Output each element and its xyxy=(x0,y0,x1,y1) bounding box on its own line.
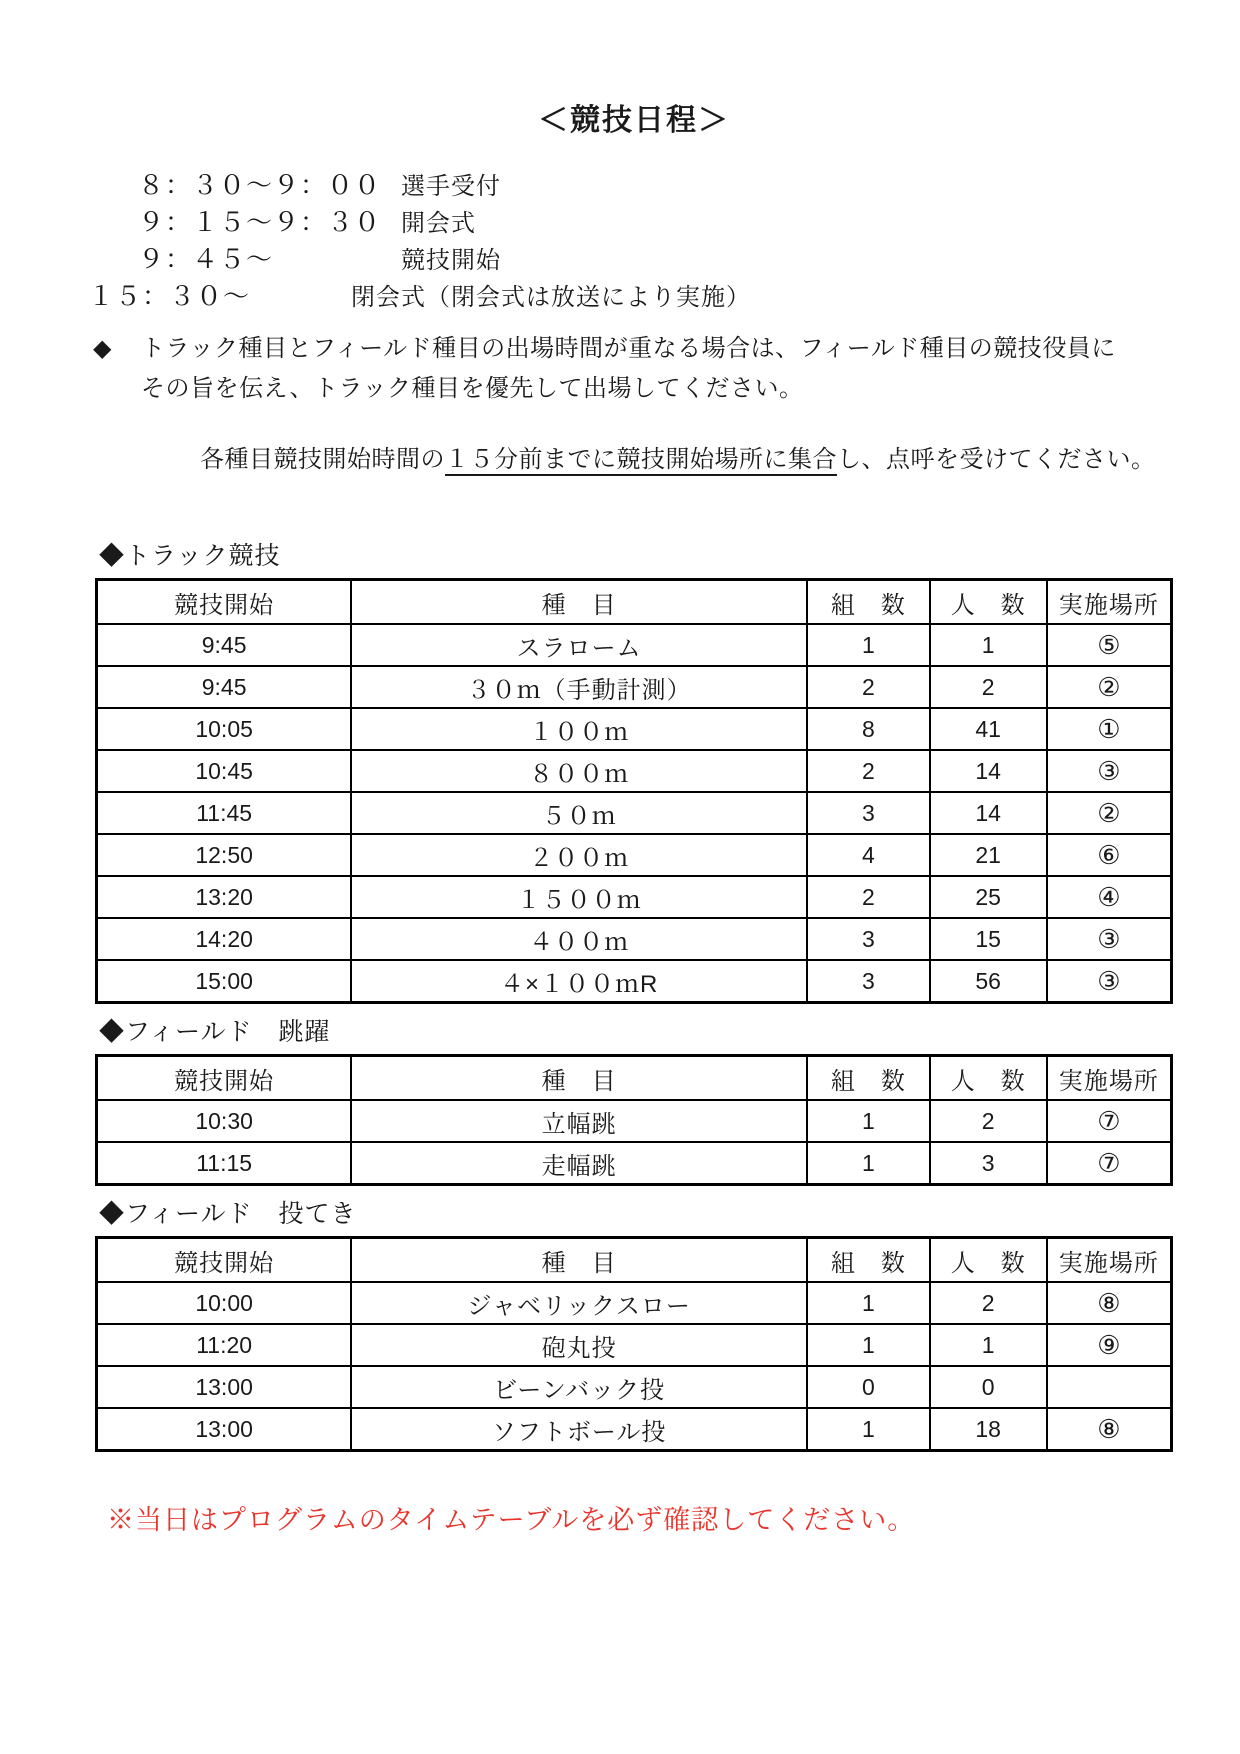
cell-time: 15:00 xyxy=(97,960,352,1003)
event-row xyxy=(97,876,1172,918)
schedule-label: 閉会式（閉会式は放送により実施） xyxy=(351,284,751,311)
event-row xyxy=(97,1408,1172,1451)
cell-place: ④ xyxy=(1047,876,1172,918)
cell-groups: 2 xyxy=(807,750,930,792)
cell-time: 13:00 xyxy=(97,1408,352,1451)
event-row xyxy=(97,792,1172,834)
cell-people: 18 xyxy=(930,1408,1047,1451)
column-header: 人 数 xyxy=(930,1056,1047,1101)
page-title: ＜競技日程＞ xyxy=(538,104,730,137)
table-header-row xyxy=(97,1056,1172,1101)
column-header: 実施場所 xyxy=(1047,1238,1172,1283)
column-header: 組 数 xyxy=(807,580,930,625)
cell-event: 砲丸投 xyxy=(351,1324,807,1366)
cell-event: ５０ｍ xyxy=(351,792,807,834)
cell-time: 14:20 xyxy=(97,918,352,960)
schedule-row xyxy=(88,202,1173,239)
cell-time: 10:00 xyxy=(97,1282,352,1324)
cell-groups: 4 xyxy=(807,834,930,876)
cell-time: 10:05 xyxy=(97,708,352,750)
schedule-list xyxy=(88,165,1173,313)
cell-event: ４×１００ｍR xyxy=(351,960,807,1003)
assembly-note-suffix: し、点呼を受けてください。 xyxy=(837,446,1156,473)
cell-place: ⑧ xyxy=(1047,1282,1172,1324)
event-row xyxy=(97,624,1172,666)
cell-groups: 1 xyxy=(807,1100,930,1142)
column-header: 競技開始 xyxy=(97,1238,352,1283)
schedule-row xyxy=(88,276,1173,313)
cell-people: 1 xyxy=(930,624,1047,666)
event-section xyxy=(95,536,1173,1004)
table-header-row xyxy=(97,1238,1172,1283)
cell-groups: 3 xyxy=(807,960,930,1003)
cell-people: 21 xyxy=(930,834,1047,876)
schedule-label: 開会式 xyxy=(401,210,476,237)
cell-place: ⑦ xyxy=(1047,1100,1172,1142)
cell-place: ⑦ xyxy=(1047,1142,1172,1185)
cell-groups: 2 xyxy=(807,666,930,708)
cell-groups: 8 xyxy=(807,708,930,750)
priority-note-line1: トラック種目とフィールド種目の出場時間が重なる場合は、フィールド種目の競技役員に xyxy=(141,335,1116,362)
column-header: 種 目 xyxy=(351,1238,807,1283)
column-header: 人 数 xyxy=(930,580,1047,625)
cell-people: 14 xyxy=(930,750,1047,792)
schedule-label: 競技開始 xyxy=(401,247,501,274)
cell-event: ８００ｍ xyxy=(351,750,807,792)
cell-place: ① xyxy=(1047,708,1172,750)
column-header: 競技開始 xyxy=(97,580,352,625)
event-row xyxy=(97,834,1172,876)
cell-time: 13:00 xyxy=(97,1366,352,1408)
column-header: 実施場所 xyxy=(1047,1056,1172,1101)
document-content xyxy=(0,95,1240,1537)
event-row xyxy=(97,1282,1172,1324)
cell-place: ⑤ xyxy=(1047,624,1172,666)
cell-people: 2 xyxy=(930,1100,1047,1142)
event-row xyxy=(97,666,1172,708)
section-heading: ◆フィールド 跳躍 xyxy=(99,1018,331,1046)
cell-time: 10:30 xyxy=(97,1100,352,1142)
section-heading: ◆トラック競技 xyxy=(99,542,281,570)
assembly-note-prefix: 各種目競技開始時間の xyxy=(200,446,445,473)
cell-time: 9:45 xyxy=(97,624,352,666)
cell-groups: 3 xyxy=(807,792,930,834)
cell-event: スラローム xyxy=(351,624,807,666)
cell-people: 14 xyxy=(930,792,1047,834)
cell-groups: 0 xyxy=(807,1366,930,1408)
cell-place: ⑥ xyxy=(1047,834,1172,876)
event-row xyxy=(97,750,1172,792)
event-row xyxy=(97,918,1172,960)
event-table xyxy=(95,578,1173,1004)
cell-place: ⑨ xyxy=(1047,1324,1172,1366)
cell-time: 13:20 xyxy=(97,876,352,918)
cell-groups: 2 xyxy=(807,876,930,918)
section-heading: ◆フィールド 投てき xyxy=(99,1200,357,1228)
cell-place xyxy=(1047,1366,1172,1408)
table-header-row xyxy=(97,580,1172,625)
schedule-time: ９：４５～ xyxy=(138,244,274,274)
tables-area xyxy=(95,536,1173,1452)
cell-event: ジャベリックスロー xyxy=(351,1282,807,1324)
schedule-time: ９：１５～９：３０ xyxy=(138,207,382,237)
priority-note-text xyxy=(141,329,1116,409)
cell-event: 立幅跳 xyxy=(351,1100,807,1142)
priority-note xyxy=(93,329,1173,409)
cell-event: 走幅跳 xyxy=(351,1142,807,1185)
cell-groups: 3 xyxy=(807,918,930,960)
cell-event: １００ｍ xyxy=(351,708,807,750)
event-row xyxy=(97,960,1172,1003)
cell-event: ３０ｍ（手動計測） xyxy=(351,666,807,708)
column-header: 組 数 xyxy=(807,1238,930,1283)
assembly-note-underlined: １５分前までに競技開始場所に集合 xyxy=(445,446,837,476)
event-row xyxy=(97,1100,1172,1142)
cell-place: ⑧ xyxy=(1047,1408,1172,1451)
event-table xyxy=(95,1054,1173,1186)
cell-people: 1 xyxy=(930,1324,1047,1366)
cell-people: 0 xyxy=(930,1366,1047,1408)
cell-place: ③ xyxy=(1047,918,1172,960)
column-header: 種 目 xyxy=(351,1056,807,1101)
cell-event: ４００ｍ xyxy=(351,918,807,960)
cell-people: 2 xyxy=(930,666,1047,708)
cell-people: 15 xyxy=(930,918,1047,960)
column-header: 種 目 xyxy=(351,580,807,625)
schedule-time: １５：３０～ xyxy=(88,281,251,311)
cell-groups: 1 xyxy=(807,1142,930,1185)
column-header: 競技開始 xyxy=(97,1056,352,1101)
event-row xyxy=(97,1142,1172,1185)
cell-time: 11:20 xyxy=(97,1324,352,1366)
cell-event: ２００ｍ xyxy=(351,834,807,876)
event-row xyxy=(97,1366,1172,1408)
event-section xyxy=(95,1012,1173,1186)
priority-note-line2: その旨を伝え、トラック種目を優先して出場してください。 xyxy=(141,375,804,402)
cell-place: ③ xyxy=(1047,750,1172,792)
event-row xyxy=(97,708,1172,750)
schedule-row xyxy=(88,239,1173,276)
cell-place: ③ xyxy=(1047,960,1172,1003)
schedule-row xyxy=(88,165,1173,202)
event-table xyxy=(95,1236,1173,1452)
schedule-time: ８：３０～９：００ xyxy=(138,170,382,200)
warning-note: ※当日はプログラムのタイムテーブルを必ず確認してください。 xyxy=(107,1505,916,1535)
cell-time: 10:45 xyxy=(97,750,352,792)
cell-time: 12:50 xyxy=(97,834,352,876)
cell-people: 56 xyxy=(930,960,1047,1003)
column-header: 人 数 xyxy=(930,1238,1047,1283)
cell-people: 41 xyxy=(930,708,1047,750)
cell-groups: 1 xyxy=(807,1324,930,1366)
cell-people: 25 xyxy=(930,876,1047,918)
column-header: 実施場所 xyxy=(1047,580,1172,625)
cell-groups: 1 xyxy=(807,1282,930,1324)
cell-time: 11:15 xyxy=(97,1142,352,1185)
event-section xyxy=(95,1194,1173,1452)
cell-groups: 1 xyxy=(807,1408,930,1451)
cell-event: １５００ｍ xyxy=(351,876,807,918)
assembly-note xyxy=(200,439,1173,474)
diamond-bullet-icon: ◆ xyxy=(93,335,112,362)
schedule-label: 選手受付 xyxy=(401,173,501,200)
cell-place: ② xyxy=(1047,792,1172,834)
cell-time: 9:45 xyxy=(97,666,352,708)
cell-groups: 1 xyxy=(807,624,930,666)
event-row xyxy=(97,1324,1172,1366)
cell-event: ソフトボール投 xyxy=(351,1408,807,1451)
cell-time: 11:45 xyxy=(97,792,352,834)
cell-people: 3 xyxy=(930,1142,1047,1185)
cell-place: ② xyxy=(1047,666,1172,708)
cell-event: ビーンバック投 xyxy=(351,1366,807,1408)
cell-people: 2 xyxy=(930,1282,1047,1324)
column-header: 組 数 xyxy=(807,1056,930,1101)
